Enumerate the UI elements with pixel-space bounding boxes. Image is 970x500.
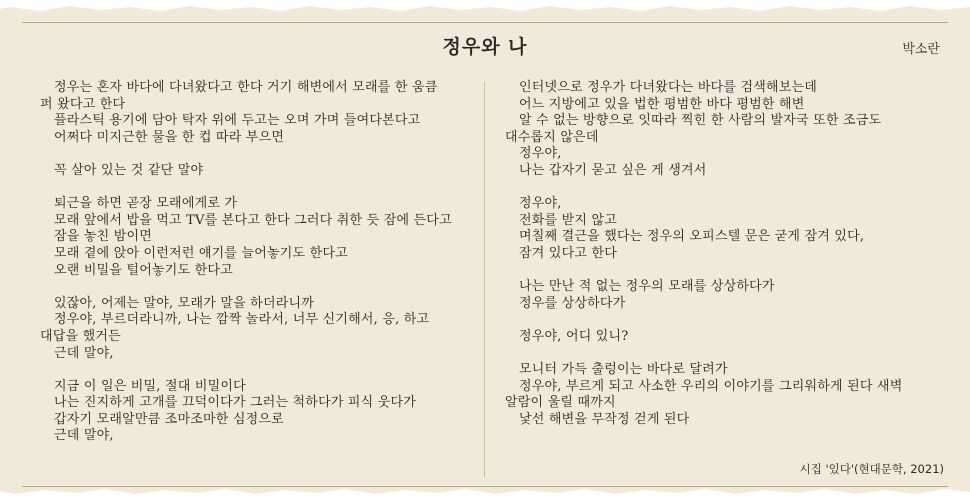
poem-line: 플라스틱 용기에 담아 탁자 위에 두고는 오며 가며 들여다본다고 [54, 113, 421, 129]
poem-title: 정우와 나 [442, 36, 528, 58]
poem-line: 퍼 왔다고 한다 [40, 96, 126, 112]
poem-line: 낯선 해변을 무작정 걷게 된다 [519, 411, 690, 427]
poem-stanza [505, 362, 930, 428]
poem-stanza [505, 196, 930, 262]
poem-line: 모래 곁에 앉아 이런저런 얘기를 늘어놓기도 한다고 [54, 245, 348, 261]
poem-stanza [505, 329, 930, 346]
poem-line: 정우를 상상하다가 [519, 295, 626, 311]
poem-line: 정우야, [519, 196, 562, 212]
poem-line: 정우는 혼자 바다에 다녀왔다고 한다 거기 해변에서 모래를 한 움큼 [54, 80, 438, 95]
poem-line: 근데 말야, [54, 428, 114, 444]
torn-paper-top-edge [0, 0, 970, 14]
poem-stanza [40, 296, 465, 362]
poem-stanza [505, 279, 930, 312]
poem-line: 어쩌다 미지근한 물을 한 컵 따라 부으면 [54, 129, 285, 145]
poem-line: 퇴근을 하면 곧장 모래에게로 가 [54, 196, 238, 212]
poem-line: 어느 지방에고 있을 법한 평범한 바다 평범한 해변 [519, 96, 805, 112]
poem-line: 잠겨 있다고 한다 [519, 245, 617, 261]
poem-line: 있잖아, 어제는 말야, 모래가 말을 하더라니까 [54, 295, 314, 311]
poem-stanza [505, 80, 930, 180]
poem-right-column [505, 80, 930, 445]
poem-line: 전화를 받지 않고 [519, 212, 617, 228]
poem-stanza [40, 196, 465, 279]
poem-author: 박소란 [902, 42, 940, 57]
column-divider [484, 82, 485, 477]
poem-line: 정우야, 어디 있니? [519, 328, 629, 344]
poem-line: 인터넷으로 정우가 다녀왔다는 바다를 검색해보는데 [519, 80, 818, 95]
poem-line: 나는 만난 적 없는 정우의 모래를 상상하다가 [519, 279, 775, 295]
poem-source-citation: 시집 '있다'(현대문학, 2021) [799, 462, 944, 476]
poem-line: 모래 앞에서 밥을 먹고 TV를 본다고 한다 그러다 취한 듯 잠에 든다고 [54, 212, 452, 228]
poem-line: 며칠째 결근을 했다는 정우의 오피스텔 문은 굳게 잠겨 있다, [519, 229, 865, 245]
poem-line: 꼭 살아 있는 것 같단 말야 [54, 162, 204, 178]
poem-line: 정우야, [519, 146, 562, 162]
poem-line: 모니터 가득 출렁이는 바다로 달려가 [519, 362, 728, 378]
top-rule [22, 22, 948, 23]
poem-stanza [40, 163, 465, 180]
poem-line: 지금 이 일은 비밀, 절대 비밀이다 [54, 378, 246, 394]
poem-line: 알 수 없는 방향으로 잇따라 찍힌 한 사람의 발자국 또한 조금도 [519, 113, 882, 129]
poem-line: 갑자기 모래알만큼 조마조마한 심정으로 [54, 411, 284, 427]
poem-line: 대답을 했거든 [40, 328, 121, 344]
poem-line: 잠을 놓친 밤이면 [54, 229, 152, 245]
poem-line: 대수롭지 않은데 [505, 129, 599, 145]
poem-left-column [40, 80, 465, 462]
poem-line: 오랜 비밀을 털어놓기도 한다고 [54, 262, 233, 278]
poem-line: 근데 말야, [54, 345, 114, 361]
poem-line: 정우야, 부르더라니까, 나는 깜짝 놀라서, 너무 신기해서, 응, 하고 [54, 312, 430, 328]
poem-line: 나는 갑자기 묻고 싶은 게 생겨서 [519, 162, 707, 178]
poem-stanza [40, 379, 465, 445]
poem-line: 정우야, 부르게 되고 사소한 우리의 이야기를 그리워하게 된다 새벽 [519, 378, 903, 394]
torn-paper-bottom-edge [0, 486, 970, 500]
poem-line: 알람이 울릴 때까지 [505, 395, 616, 411]
poem-stanza [40, 80, 465, 146]
poem-line: 나는 진지하게 고개를 끄덕이다가 그러는 척하다가 피식 웃다가 [54, 395, 417, 411]
